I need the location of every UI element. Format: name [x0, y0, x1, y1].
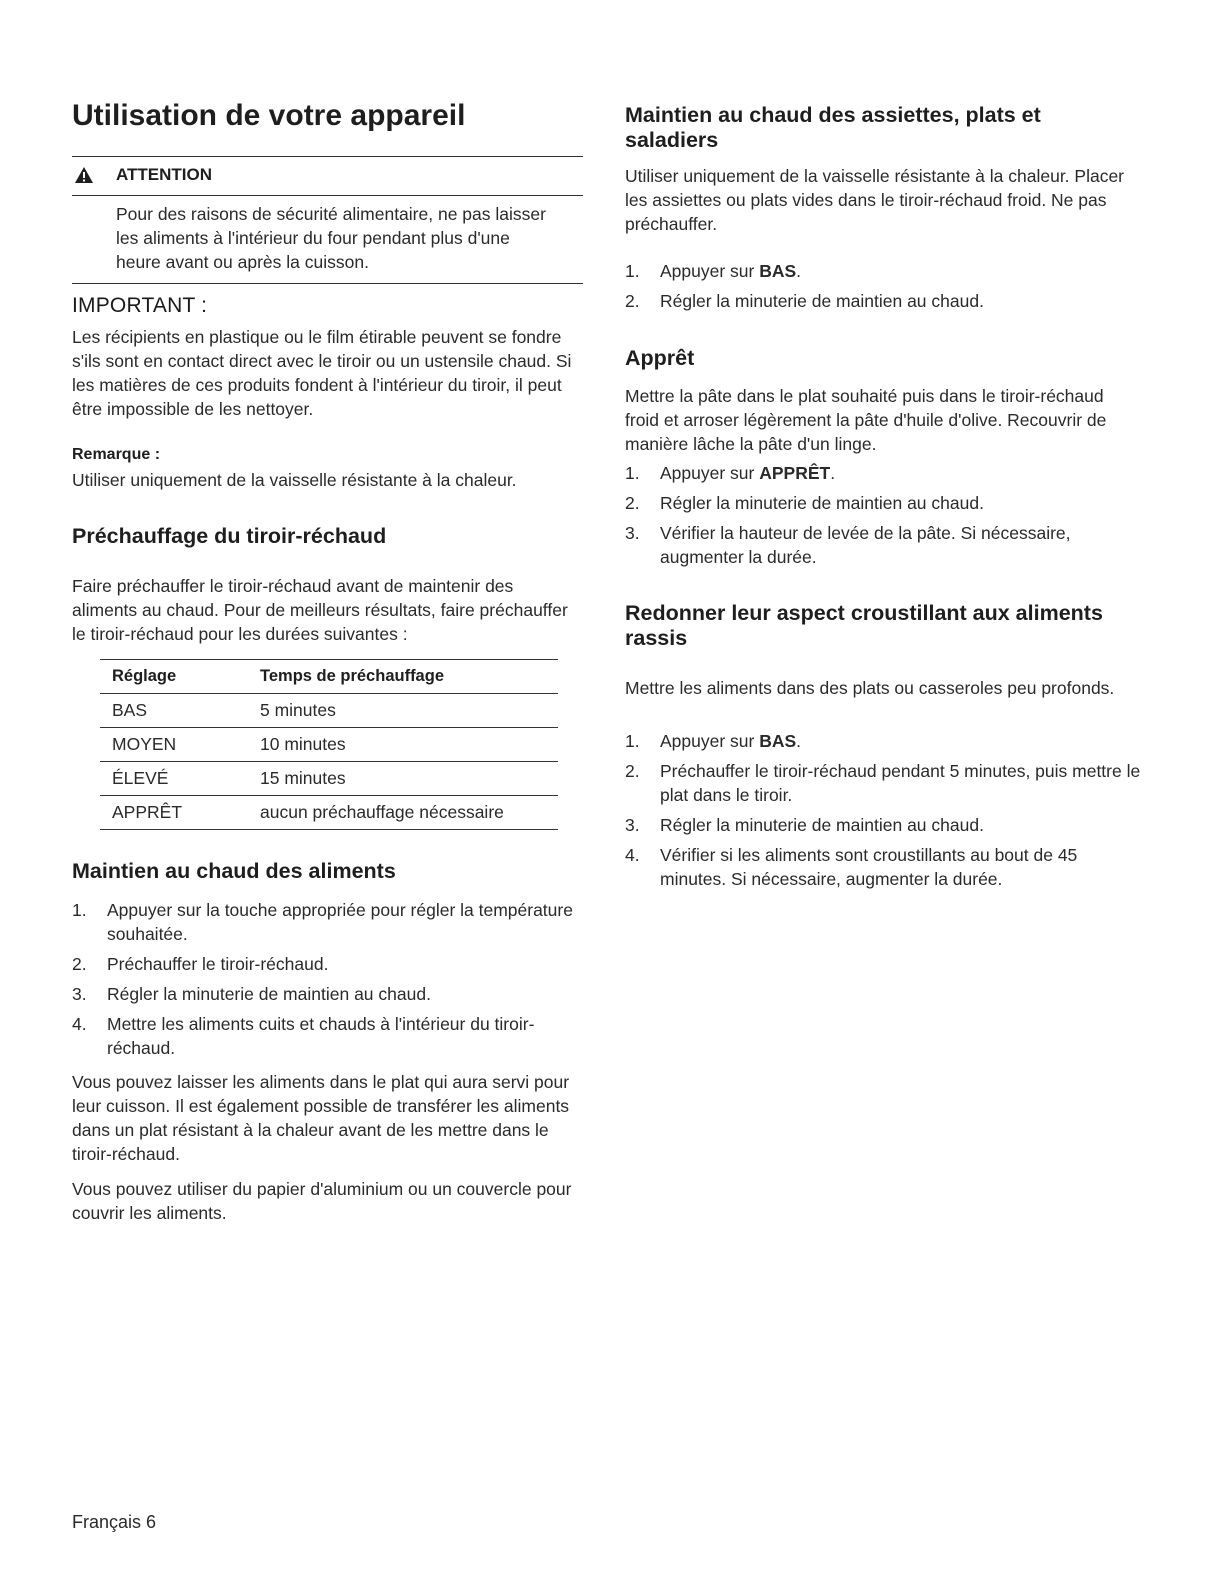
- step-number: 2.: [625, 291, 640, 311]
- step-number: 3.: [625, 523, 640, 543]
- table-header-time: Temps de préchauffage: [248, 660, 558, 694]
- list-item: [625, 521, 1145, 569]
- table-row: [100, 728, 558, 762]
- step-text: Vérifier la hauteur de levée de la pâte. Si nécessaire, augmenter la durée.: [660, 523, 1071, 567]
- page-title: Utilisation de votre appareil: [72, 99, 466, 132]
- proof-text: Mettre la pâte dans le plat souhaité puis dans le tiroir-réchaud froid et arroser légèrement la pâte d'huile d'olive. Recouvrir de manière lâche la pâte d'un linge.: [625, 386, 1107, 454]
- step-number: 1.: [625, 463, 640, 483]
- step-number: 1.: [625, 261, 640, 281]
- warning-text: Pour des raisons de sécurité alimentaire, ne pas laisser les aliments à l'intérieur du four pendant plus d'une heure avant ou après la cuisson.: [116, 204, 546, 272]
- step-text: Préchauffer le tiroir-réchaud.: [107, 954, 329, 974]
- list-item: [72, 898, 587, 946]
- table-cell: 15 minutes: [248, 762, 558, 796]
- table-cell: APPRÊT: [100, 796, 248, 830]
- step-text-end: .: [796, 731, 802, 751]
- table-header-row: [100, 660, 558, 694]
- step-text: Appuyer sur la touche appropriée pour régler la température souhaitée.: [107, 900, 573, 944]
- warning-header: [72, 164, 212, 186]
- table-cell: MOYEN: [100, 728, 248, 762]
- step-text: Régler la minuterie de maintien au chaud.: [660, 291, 984, 311]
- table-cell: 10 minutes: [248, 728, 558, 762]
- plates-steps: [625, 259, 1145, 319]
- step-text-end: .: [830, 463, 836, 483]
- table-cell: aucun préchauffage nécessaire: [248, 796, 558, 830]
- warning-label: ATTENTION: [116, 165, 213, 184]
- table-row: [100, 762, 558, 796]
- important-text: Les récipients en plastique ou le film étirable peuvent se fondre s'ils sont en contact direct avec le tiroir ou un ustensile chaud. Si les matières de ces produits fondent à l'intérieur du tiroir, il peut être impossible de les nettoyer.: [72, 327, 572, 419]
- step-text: Mettre les aliments cuits et chauds à l'intérieur du tiroir-réchaud.: [107, 1014, 535, 1058]
- step-text-end: .: [796, 261, 802, 281]
- list-item: [72, 952, 587, 976]
- step-number: 1.: [625, 731, 640, 751]
- step-bold-text: BAS: [759, 731, 797, 751]
- list-item: [72, 982, 587, 1006]
- table-cell: 5 minutes: [248, 694, 558, 728]
- step-bold-text: APPRÊT: [759, 463, 831, 483]
- table-cell: ÉLEVÉ: [100, 762, 248, 796]
- step-number: 4.: [72, 1014, 87, 1034]
- step-text: Appuyer sur: [660, 261, 760, 281]
- list-item: [625, 461, 1145, 485]
- preheat-intro: Faire préchauffer le tiroir-réchaud avant de maintenir des aliments au chaud. Pour de meilleurs résultats, faire préchauffer le tiroir-réchaud pour les durées suivantes :: [72, 576, 568, 644]
- list-item: [625, 289, 1145, 313]
- step-number: 1.: [72, 900, 87, 920]
- list-item: [72, 1012, 587, 1060]
- list-item: [625, 813, 1145, 837]
- plates-text: Utiliser uniquement de la vaisselle résistante à la chaleur. Placer les assiettes ou plats vides dans le tiroir-réchaud froid. Ne pas préchauffer.: [625, 166, 1125, 234]
- table-cell: BAS: [100, 694, 248, 728]
- keep-warm-steps: [72, 898, 587, 1066]
- step-text: Appuyer sur: [660, 463, 760, 483]
- crisp-text: Mettre les aliments dans des plats ou casseroles peu profonds.: [625, 678, 1115, 698]
- list-item: [625, 491, 1145, 515]
- step-number: 3.: [72, 984, 87, 1004]
- keep-warm-para-1: Vous pouvez laisser les aliments dans le plat qui aura servi pour leur cuisson. Il est également possible de transférer les aliments dans un plat résistant à la chaleur avant de les mettre dans le tiroir-réchaud.: [72, 1072, 570, 1164]
- table-row: [100, 796, 558, 830]
- warning-triangle-icon: [74, 166, 94, 184]
- proof-steps: [625, 461, 1145, 575]
- step-text: Appuyer sur: [660, 731, 760, 751]
- step-number: 3.: [625, 815, 640, 835]
- step-text: Préchauffer le tiroir-réchaud pendant 5 minutes, puis mettre le plat dans le tiroir.: [660, 761, 1141, 805]
- step-bold-text: BAS: [759, 261, 797, 281]
- step-number: 2.: [72, 954, 87, 974]
- step-text: Vérifier si les aliments sont croustillants au bout de 45 minutes. Si nécessaire, augmenter la durée.: [660, 845, 1078, 889]
- list-item: [625, 729, 1145, 753]
- page-footer: Français 6: [72, 1512, 157, 1532]
- step-number: 2.: [625, 761, 640, 781]
- warning-bottom-rule: [72, 283, 583, 284]
- keep-warm-para-2: Vous pouvez utiliser du papier d'aluminium ou un couvercle pour couvrir les aliments.: [72, 1179, 572, 1223]
- important-heading: IMPORTANT :: [72, 294, 208, 317]
- warning-top-rule: [72, 156, 583, 157]
- table-row: [100, 694, 558, 728]
- remark-label: Remarque :: [72, 446, 161, 463]
- crisp-steps: [625, 729, 1145, 897]
- step-text: Régler la minuterie de maintien au chaud.: [660, 815, 984, 835]
- list-item: [625, 759, 1145, 807]
- warning-mid-rule: [72, 195, 583, 196]
- step-text: Régler la minuterie de maintien au chaud.: [660, 493, 984, 513]
- list-item: [625, 259, 1145, 283]
- plates-heading: Maintien au chaud des assiettes, plats et saladiers: [625, 103, 1041, 152]
- step-number: 4.: [625, 845, 640, 865]
- table-header-setting: Réglage: [100, 660, 248, 694]
- step-number: 2.: [625, 493, 640, 513]
- preheat-heading: Préchauffage du tiroir-réchaud: [72, 524, 387, 548]
- step-text: Régler la minuterie de maintien au chaud.: [107, 984, 431, 1004]
- preheat-table: [100, 659, 558, 830]
- proof-heading: Apprêt: [625, 346, 695, 370]
- crisp-heading: Redonner leur aspect croustillant aux aliments rassis: [625, 601, 1103, 650]
- list-item: [625, 843, 1145, 891]
- keep-warm-heading: Maintien au chaud des aliments: [72, 859, 396, 883]
- remark-text: Utiliser uniquement de la vaisselle résistante à la chaleur.: [72, 470, 517, 490]
